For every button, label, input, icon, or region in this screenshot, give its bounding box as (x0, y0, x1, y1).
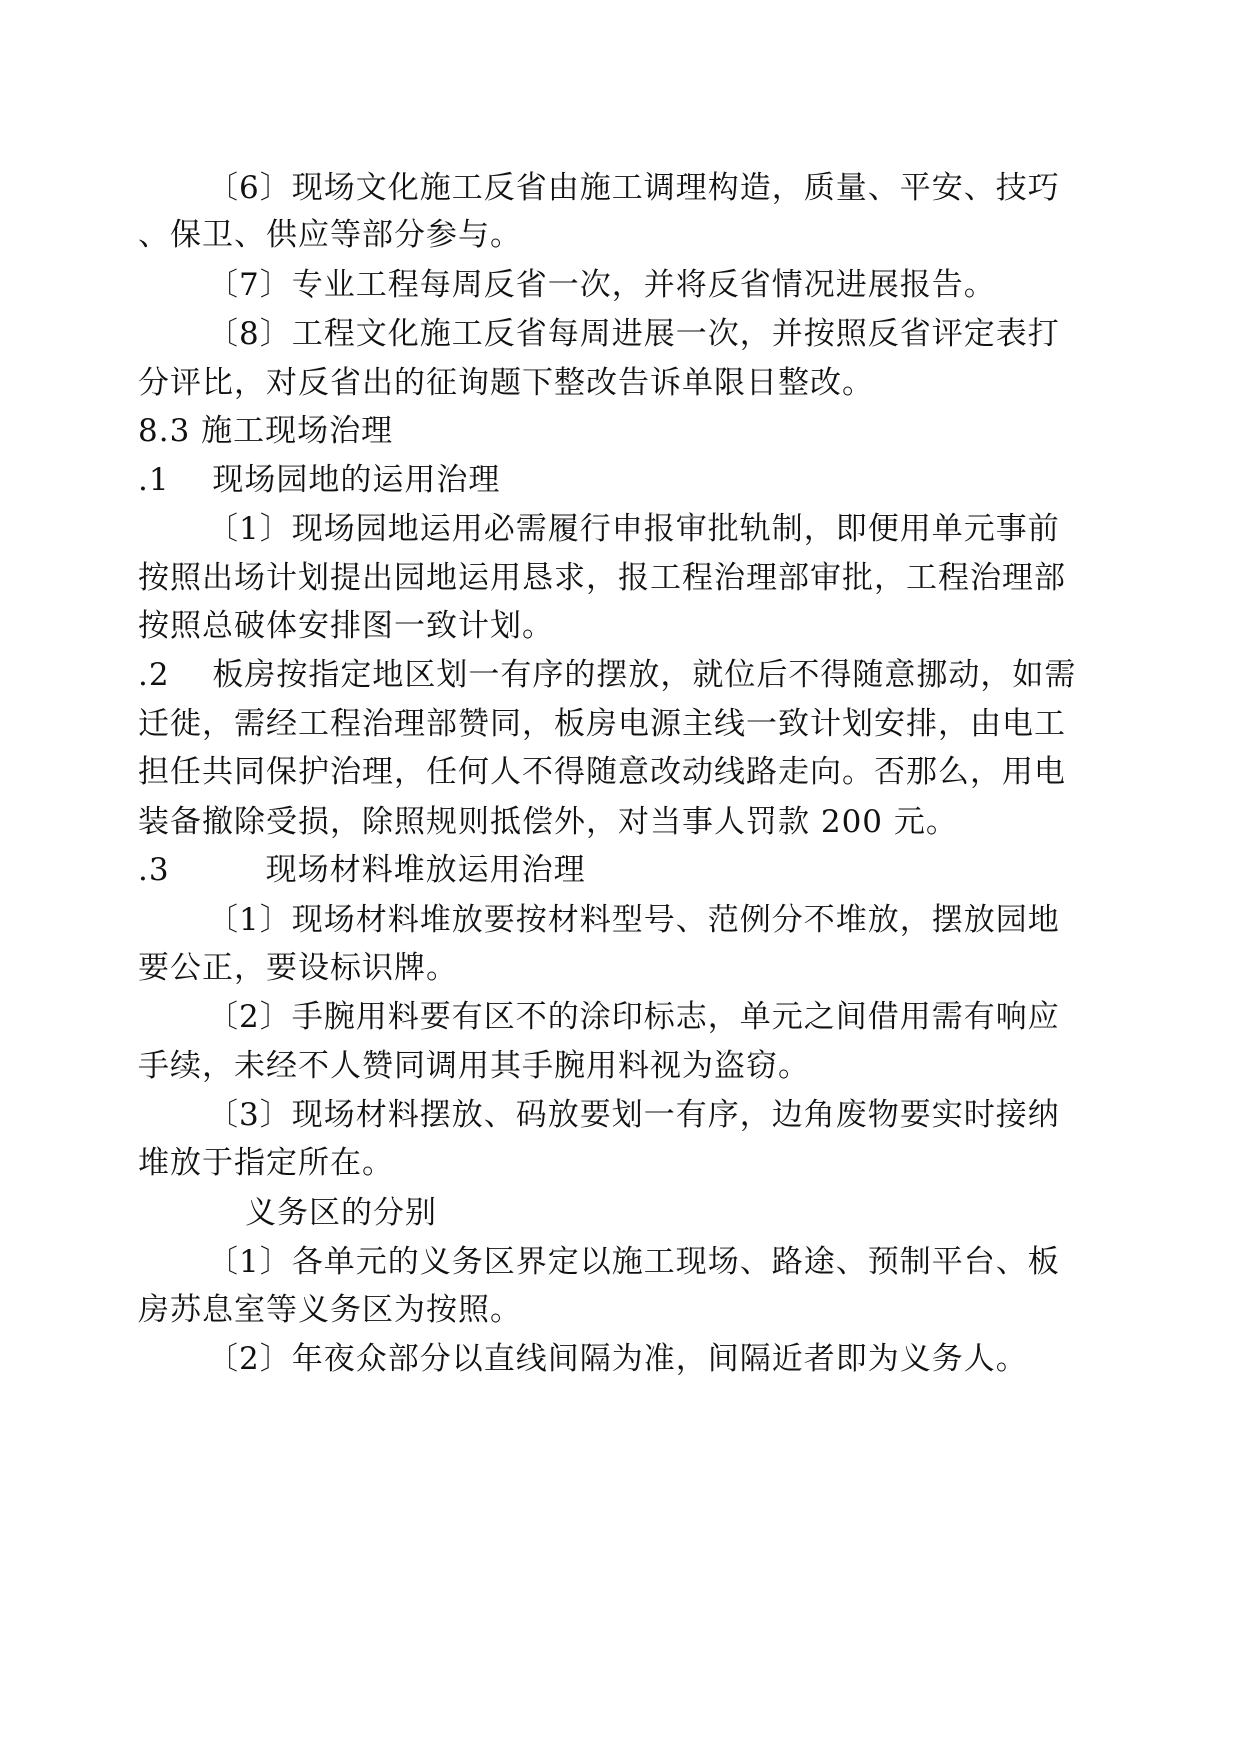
subsection-heading-3: .3 现场材料堆放运用治理 (138, 852, 586, 888)
text-line-12: 迁徙，需经工程治理部赞同，板房电源主线一致计划安排，由电工 (138, 706, 1066, 742)
text-line-10: 按照总破体安排图一致计划。 (138, 608, 554, 644)
text-line-21: 堆放于指定所在。 (138, 1145, 394, 1181)
text-line-8: 〔1〕现场园地运用必需履行申报审批轨制，即便用单元事前 (207, 511, 1060, 547)
section-heading-8-3: 8.3 施工现场治理 (138, 413, 394, 449)
text-line-17: 要公正，要设标识牌。 (138, 950, 458, 986)
text-line-4: 〔8〕工程文化施工反省每周进展一次，并按照反省评定表打 (207, 316, 1060, 352)
text-line-16: 〔1〕现场材料堆放要按材料型号、范例分不堆放，摆放园地 (207, 902, 1060, 938)
text-line-19: 手续，未经不人赞同调用其手腕用料视为盗窃。 (138, 1048, 810, 1084)
text-line-13: 担任共同保护治理，任何人不得随意改动线路走向。否那么，用电 (138, 754, 1066, 790)
subsection-heading-duty-area: 义务区的分别 (245, 1195, 437, 1231)
text-line-25: 〔2〕年夜众部分以直线间隔为准，间隔近者即为义务人。 (207, 1341, 1028, 1377)
text-line-9: 按照出场计划提出园地运用恳求，报工程治理部审批，工程治理部 (138, 560, 1066, 596)
text-line-23: 〔1〕各单元的义务区界定以施工现场、路途、预制平台、板 (207, 1244, 1060, 1280)
text-line-24: 房苏息室等义务区为按照。 (138, 1292, 522, 1328)
text-line-5: 分评比，对反省出的征询题下整改告诉单限日整改。 (138, 365, 874, 401)
text-line-2: 、保卫、供应等部分参与。 (138, 217, 522, 253)
text-line-14: 装备撤除受损，除照规则抵偿外，对当事人罚款 200 元。 (138, 804, 958, 840)
subsection-heading-1: .1 现场园地的运用治理 (138, 462, 501, 498)
text-line-3: 〔7〕专业工程每周反省一次，并将反省情况进展报告。 (207, 267, 996, 303)
subsection-heading-2: .2 板房按指定地区划一有序的摆放，就位后不得随意挪动，如需 (138, 657, 1077, 693)
text-line-1: 〔6〕现场文化施工反省由施工调理构造，质量、平安、技巧 (207, 170, 1060, 206)
text-line-18: 〔2〕手腕用料要有区不的涂印标志，单元之间借用需有响应 (207, 999, 1060, 1035)
text-line-20: 〔3〕现场材料摆放、码放要划一有序，边角废物要实时接纳 (207, 1097, 1060, 1133)
